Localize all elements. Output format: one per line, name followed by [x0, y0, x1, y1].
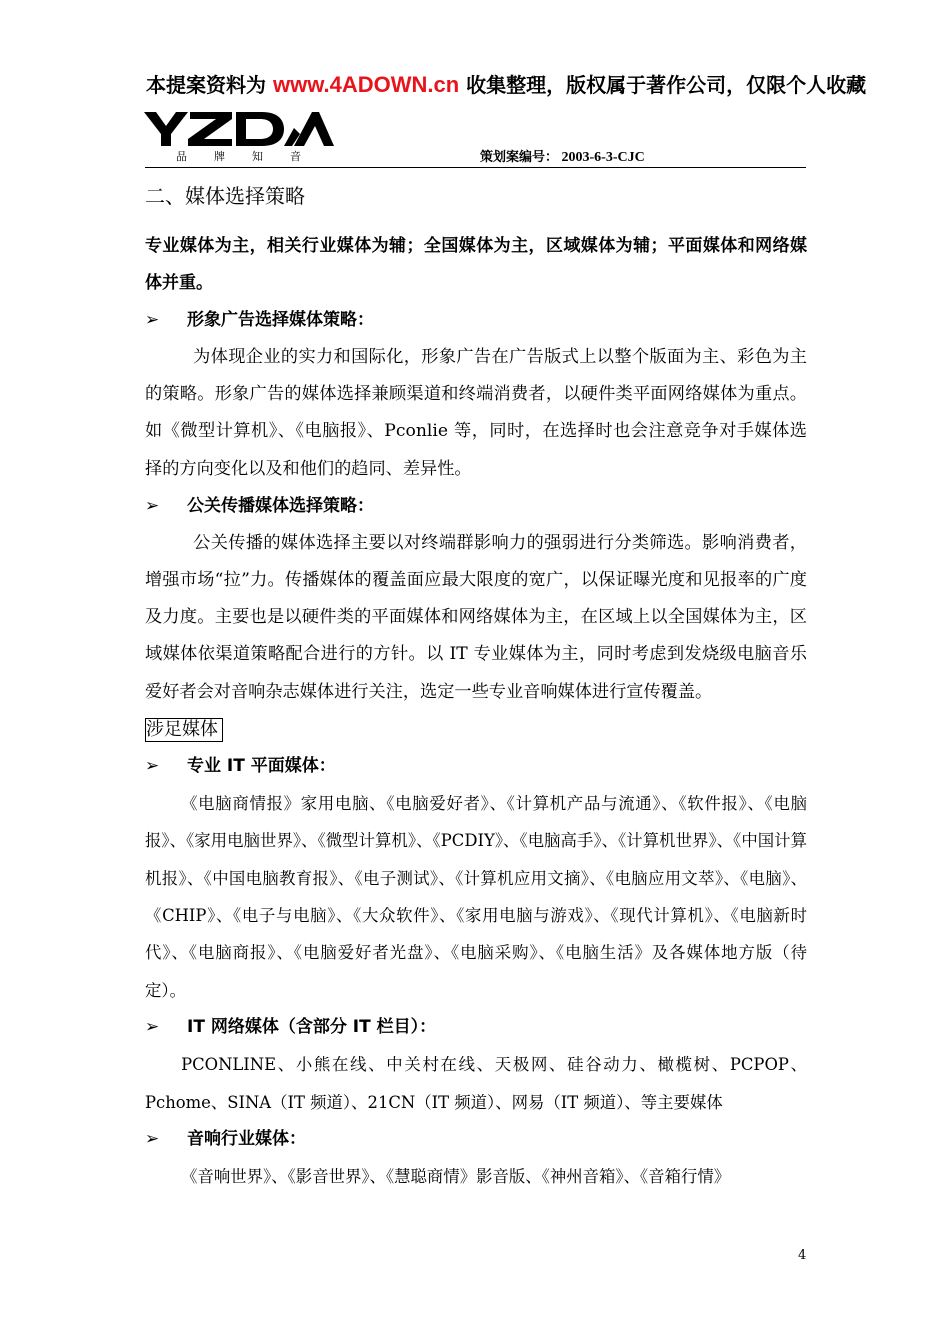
- image-ad-heading: [145, 302, 807, 339]
- it-web-heading-text: IT 网络媒体（含部分 IT 栏目）：: [187, 1017, 437, 1038]
- arrow-bullet-icon: ➢: [145, 1129, 160, 1150]
- audio-heading: [145, 1121, 807, 1158]
- pr-paragraph: 公关传播的媒体选择主要以对终端群影响力的强弱进行分类筛选。影响消费者，增强市场“拉”力。传播媒体的覆盖面应最大限度的宽广，以保证曝光度和见报率的广度及力度。主要也是以硬件类的平面媒体和网络媒体为主，在区域上以全国媒体为主，区域媒体依渠道策略配合进行的方针。以 IT 专业媒体为主，同时考虑到发烧级电脑音乐爱好者会对音响杂志媒体进行关注，选定一些专业音响媒体进行宣传覆盖。: [145, 532, 807, 702]
- involved-media-label-wrap: [145, 711, 807, 748]
- it-web-heading: [145, 1009, 807, 1046]
- yzda-logo: [144, 112, 334, 148]
- banner-suffix: 收集整理，版权属于著作公司，仅限个人收藏: [459, 73, 867, 97]
- logo-tagline: 品牌知音: [176, 150, 328, 163]
- audio-list: 《音响世界》、《影音世界》、《慧聪商情》影音版、《神州音箱》、《音箱行情》: [181, 1167, 731, 1187]
- it-print-heading: [145, 748, 807, 785]
- it-print-list: 《电脑商情报》家用电脑、《电脑爱好者》、《计算机产品与流通》、《软件报》、《电脑报》、《家用电脑世界》、《微型计算机》、《PCDIY》、《电脑高手》、《计算机世界》、《中国计算机报》、《中国电脑教育报》、《电子测试》、《计算机应用文摘》、《电脑应用文萃》、《电脑》、《CHIP》、《电子与电脑》、《大众软件》、《家用电脑与游戏》、《现代计算机》、《电脑新时代》、《电脑商报》、《电脑爱好者光盘》、《电脑采购》、《电脑生活》及各媒体地方版（待定）。: [145, 793, 807, 1000]
- pr-heading-text: 公关传播媒体选择策略：: [187, 495, 374, 516]
- banner-url: www.4ADOWN.cn: [272, 72, 460, 97]
- plan-number: [480, 150, 645, 166]
- strategy-lead: 专业媒体为主，相关行业媒体为辅；全国媒体为主，区域媒体为辅；平面媒体和网络媒体并重。: [145, 236, 807, 293]
- plan-number-label: 策划案编号：: [480, 150, 559, 165]
- header-rule: [145, 167, 806, 168]
- involved-media-label: 涉足媒体: [145, 718, 223, 742]
- image-ad-heading-text: 形象广告选择媒体策略：: [187, 310, 374, 330]
- plan-number-value: 2003-6-3-CJC: [558, 150, 645, 165]
- section-title: 二、媒体选择策略: [145, 184, 305, 208]
- arrow-bullet-icon: ➢: [145, 310, 160, 330]
- arrow-bullet-icon: ➢: [145, 495, 160, 516]
- pr-heading: [145, 488, 807, 525]
- document-body: [145, 178, 807, 1195]
- image-ad-paragraph: 为体现企业的实力和国际化，形象广告在广告版式上以整个版面为主、彩色为主的策略。形象广告的媒体选择兼顾渠道和终端消费者，以硬件类平面网络媒体为重点。如《微型计算机》、《电脑报》、Pconlie 等，同时，在选择时也会注意竞争对手媒体选择的方向变化以及和他们的趋同、差异性。: [145, 347, 807, 479]
- arrow-bullet-icon: ➢: [145, 1017, 160, 1038]
- page-number: 4: [798, 1248, 807, 1263]
- banner-prefix: 本提案资料为: [146, 73, 273, 97]
- it-print-heading-text: 专业 IT 平面媒体：: [187, 755, 336, 776]
- arrow-bullet-icon: ➢: [145, 755, 160, 776]
- audio-heading-text: 音响行业媒体：: [187, 1129, 306, 1150]
- it-web-list: PCONLINE、小熊在线、中关村在线、天极网、硅谷动力、橄榄树、PCPOP、Pchome、SINA（IT 频道）、21CN（IT 频道）、网易（IT 频道）、等主要媒体: [145, 1055, 807, 1112]
- source-banner: [146, 70, 950, 100]
